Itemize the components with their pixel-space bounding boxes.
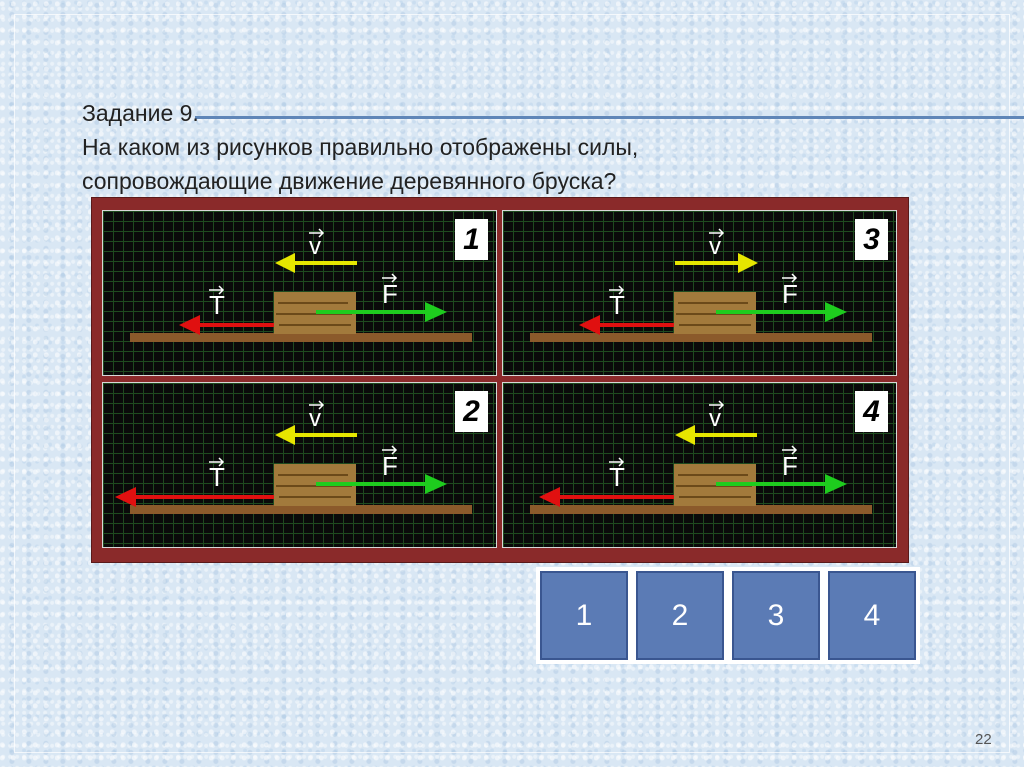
tension-arrow <box>579 315 674 335</box>
force-label: F <box>782 279 798 309</box>
tension-arrow <box>539 487 674 507</box>
velocity-label: v <box>309 405 321 432</box>
figure-panel-4 <box>502 382 897 548</box>
force-label: F <box>382 279 398 309</box>
figure-panel-1 <box>102 210 497 376</box>
surface <box>130 333 472 342</box>
answer-buttons <box>536 567 920 664</box>
answer-label: 3 <box>767 598 785 632</box>
velocity-label: v <box>709 405 721 432</box>
slide-title <box>82 96 782 198</box>
tension-arrow <box>115 487 274 507</box>
figure-number: 4 <box>855 391 888 432</box>
surface <box>530 333 872 342</box>
figure-panel-3 <box>502 210 897 376</box>
figure-3-drawing <box>503 211 898 377</box>
figures-frame <box>91 197 909 563</box>
figure-4-drawing <box>503 383 898 549</box>
answer-button-1[interactable] <box>536 567 632 664</box>
tension-arrow <box>179 315 274 335</box>
figure-number: 3 <box>855 219 888 260</box>
figure-number: 2 <box>455 391 488 432</box>
answer-label: 4 <box>863 598 881 632</box>
answer-label: 2 <box>671 598 689 632</box>
figure-1-drawing <box>103 211 498 377</box>
answer-button-4[interactable] <box>824 567 920 664</box>
answer-label: 1 <box>575 598 593 632</box>
figure-number: 1 <box>455 219 488 260</box>
velocity-label: v <box>709 233 721 260</box>
surface <box>530 505 872 514</box>
tension-label: T <box>609 462 625 492</box>
surface <box>130 505 472 514</box>
question-line-2: сопровождающие движение деревянного бруска? <box>82 168 617 194</box>
question-line-1: На каком из рисунков правильно отображены силы, <box>82 134 639 160</box>
tension-label: T <box>209 462 225 492</box>
answer-button-3[interactable] <box>728 567 824 664</box>
task-number: Задание 9. <box>82 100 199 126</box>
page-number: 22 <box>975 731 992 748</box>
velocity-label: v <box>309 233 321 260</box>
answer-button-2[interactable] <box>632 567 728 664</box>
force-label: F <box>782 451 798 481</box>
figure-panel-2 <box>102 382 497 548</box>
figure-2-drawing <box>103 383 498 549</box>
tension-label: T <box>609 290 625 320</box>
force-label: F <box>382 451 398 481</box>
tension-label: T <box>209 290 225 320</box>
